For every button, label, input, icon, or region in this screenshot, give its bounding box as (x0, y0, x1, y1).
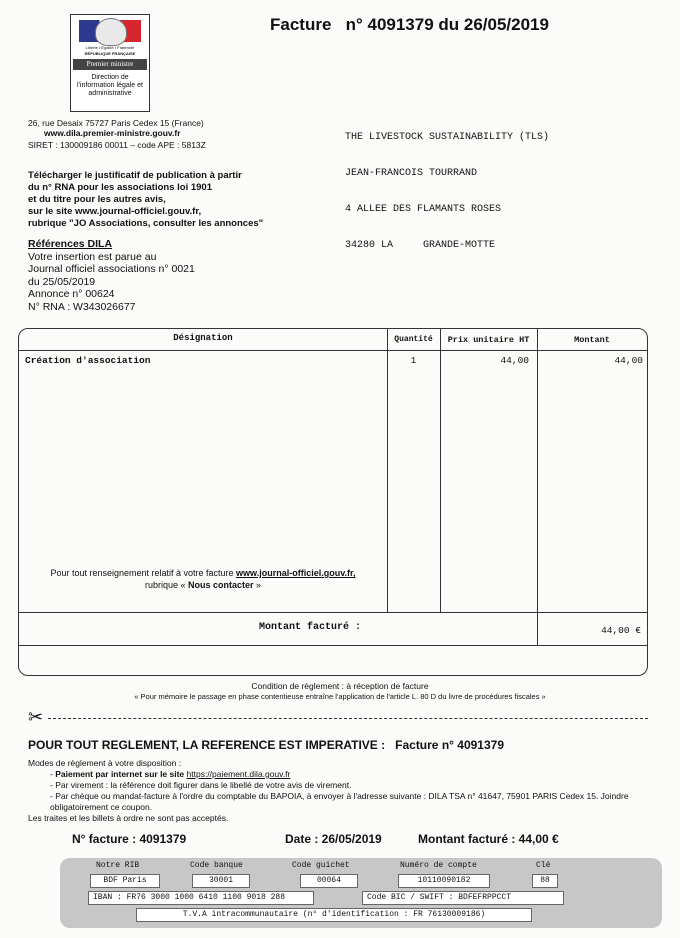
recipient-line: THE LIVESTOCK SUSTAINABILITY (TLS) (345, 132, 550, 143)
payment-modes-intro: Modes de règlement à votre disposition : (28, 758, 182, 768)
recipient-line: 4 ALLEE DES FLAMANTS ROSES (345, 204, 502, 215)
header-quantity: Quantité (394, 335, 433, 344)
payment-mode-virement: - Par virement : la référence doit figurer dans le libellé de votre avis de virement. (50, 780, 352, 790)
label-numero-compte: Numéro de compte (400, 861, 477, 870)
reference-line: du 25/05/2019 (28, 275, 96, 288)
invoice-table (18, 328, 648, 676)
value-rib: BDF Paris (90, 874, 160, 888)
reference-line: Votre insertion est parue au (28, 250, 157, 263)
coupon-date: Date : 26/05/2019 (285, 832, 382, 846)
cut-line (48, 718, 648, 719)
reference-line: Journal officiel associations n° 0021 (28, 263, 195, 275)
recipient-address (345, 108, 549, 264)
value-numero-compte: 10110090182 (398, 874, 490, 888)
logo-motto: Liberté • Égalité • Fraternité (85, 45, 135, 50)
invoice-title: Facture n° 4091379 du 26/05/2019 (270, 15, 549, 34)
issuer-website[interactable]: www.dila.premier-ministre.gouv.fr (44, 128, 181, 138)
value-cle: 88 (532, 874, 558, 888)
download-line: du n° RNA pour les associations loi 1901 (28, 182, 212, 193)
contact-link[interactable]: Nous contacter (188, 580, 254, 590)
logo-band: Premier ministre (73, 59, 147, 70)
reference-line: N° RNA : W343026677 (28, 300, 136, 313)
issuer-address: 26, rue Desaix 75727 Paris Cedex 15 (France) (28, 118, 204, 128)
journal-officiel-link[interactable]: www.journal-officiel.gouv.fr, (236, 568, 356, 578)
row-designation: Création d'association (25, 355, 151, 366)
logo-republic: RÉPUBLIQUE FRANÇAISE (84, 51, 136, 56)
total-value: 44,00 € (601, 625, 641, 636)
download-line: Télécharger le justificatif de publication à partir (28, 170, 242, 181)
recipient-line: JEAN-FRANCOIS TOURRAND (345, 168, 478, 179)
header-unit-price: Prix unitaire HT (447, 335, 530, 345)
label-rib: Notre RIB (96, 861, 140, 870)
info-text (19, 567, 387, 591)
payment-condition: Condition de règlement : à réception de facture (251, 681, 429, 691)
row-unit-price: 44,00 (500, 355, 529, 366)
total-label: Montant facturé : (259, 622, 362, 633)
tva-number: T.V.A intracommunautaire (n° d'identification : FR 76130009186) (136, 908, 532, 922)
value-code-banque: 30001 (192, 874, 250, 888)
label-code-guichet: Code guichet (292, 861, 350, 870)
cheque-text: Par chèque ou mandat-facture à l'ordre du comptable du BAPOIA, à envoyer à l'adresse suivante : DILA TSA n° 41647, 75901 PARIS Cedex 15. Joindre obligatoirement ce coupon. (50, 791, 629, 812)
dila-references (28, 238, 195, 313)
legal-reminder: « Pour mémoire le passage en phase contentieuse entraîne l'application de l'article L. 80 D du livre de procédures fiscales » (134, 692, 546, 701)
download-line: sur le site www.journal-officiel.gouv.fr, (28, 206, 202, 217)
logo-direction: Direction de l'information légale et administrative (77, 74, 143, 97)
payment-heading: POUR TOUT REGLEMENT, LA REFERENCE EST IMPERATIVE : Facture n° 4091379 (28, 738, 504, 752)
recipient-line: 34280 LA GRANDE-MOTTE (345, 240, 496, 251)
reference-line: Annonce n° 00624 (28, 288, 115, 300)
bic-swift: Code BIC / SWIFT : BDFEFRPPCCT (362, 891, 564, 905)
payment-url-link[interactable]: https://paiement.dila.gouv.fr (186, 769, 291, 779)
internet-label: Paiement par internet sur le site (55, 769, 187, 779)
dila-logo (70, 14, 150, 112)
references-heading: Références DILA (28, 238, 113, 250)
header-designation: Désignation (173, 333, 233, 343)
iban: IBAN : FR76 3000 1000 6410 1100 9018 288 (88, 891, 314, 905)
row-amount: 44,00 (614, 355, 643, 366)
payment-mode-cheque: - Par chèque ou mandat-facture à l'ordre du comptable du BAPOIA, à envoyer à l'adresse suivante : DILA TSA n° 41647, 75901 PARIS Cedex 15. Joindre obligatoirement ce coupon. (50, 791, 629, 812)
label-code-banque: Code banque (190, 861, 243, 870)
header-amount: Montant (574, 335, 610, 345)
download-line: et du titre pour les autres avis, (28, 194, 166, 205)
info-prefix: Pour tout renseignement relatif à votre facture (50, 568, 237, 578)
marianne-icon (95, 18, 127, 46)
label-cle: Clé (536, 861, 551, 870)
info-prefix-2: rubrique « (144, 580, 188, 590)
value-code-guichet: 00064 (300, 874, 358, 888)
row-quantity: 1 (410, 355, 417, 366)
virement-text: Par virement : la référence doit figurer dans le libellé de votre avis de virement. (55, 780, 352, 790)
not-accepted-note: Les traites et les billets à ordre ne sont pas acceptés. (28, 813, 229, 823)
issuer-siret: SIRET : 130009186 00011 – code APE : 5813Z (28, 140, 206, 150)
download-line: rubrique "JO Associations, consulter les annonces" (28, 218, 264, 229)
scissors-icon: ✂ (28, 707, 44, 727)
bank-details (60, 858, 662, 928)
info-suffix: » (253, 580, 262, 590)
download-instructions (28, 170, 263, 230)
coupon-invoice: N° facture : 4091379 (72, 832, 187, 846)
coupon-amount: Montant facturé : 44,00 € (418, 832, 559, 846)
payment-mode-internet: - Paiement par internet sur le site https://paiement.dila.gouv.fr (50, 769, 291, 779)
